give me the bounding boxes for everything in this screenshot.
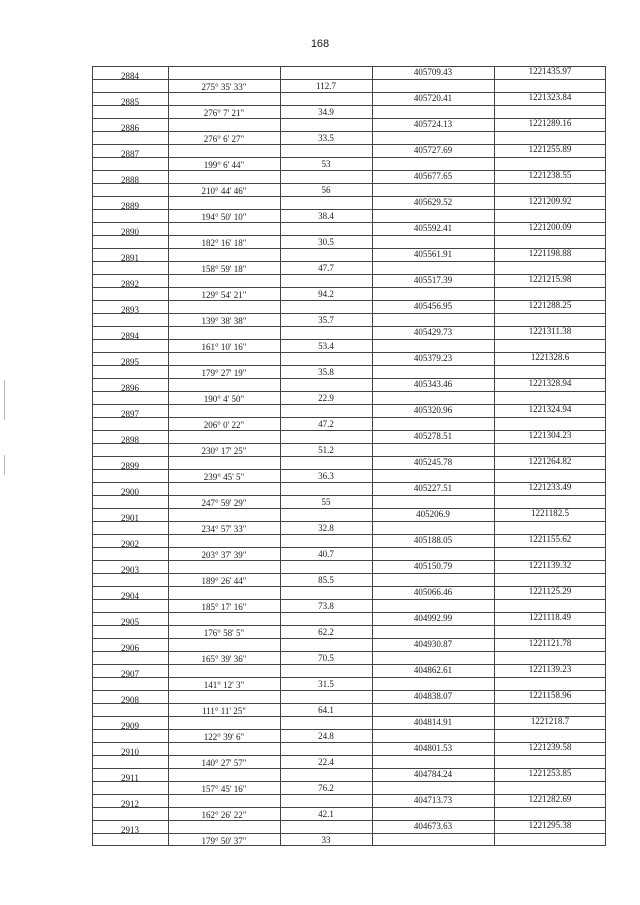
point-number-cell: 2902 <box>121 539 139 549</box>
x-coordinate-cell: 405188.05 <box>413 535 453 545</box>
bearing-angle-cell: 176° 58' 5" <box>203 628 245 638</box>
bearing-angle-cell: 111° 11' 25" <box>202 706 246 716</box>
distance-cell: 34.9 <box>318 107 334 117</box>
x-coordinate-cell: 404838.07 <box>413 691 453 701</box>
bearing-angle-cell: 182° 16' 18" <box>201 238 247 248</box>
y-coordinate-cell: 1221289.16 <box>528 118 572 128</box>
point-number-cell: 2894 <box>121 331 139 341</box>
y-coordinate-cell: 1221295.38 <box>528 820 572 830</box>
point-number-cell: 2899 <box>121 461 139 471</box>
bearing-angle-cell: 275° 35' 33" <box>201 82 247 92</box>
y-coordinate-cell: 1221282.69 <box>528 794 572 804</box>
point-number-cell: 2911 <box>121 773 139 783</box>
x-coordinate-cell: 405379.23 <box>413 353 453 363</box>
y-coordinate-cell: 1221304.23 <box>528 430 572 440</box>
x-coordinate-cell: 405592.41 <box>413 223 453 233</box>
point-number-cell: 2891 <box>121 253 139 263</box>
distance-cell: 31.5 <box>318 679 334 689</box>
x-coordinate-cell: 405724.13 <box>413 119 453 129</box>
bearing-angle-cell: 157° 45' 16" <box>201 784 247 794</box>
x-coordinate-cell: 405561.91 <box>413 249 453 259</box>
distance-cell: 94.2 <box>318 289 334 299</box>
distance-cell: 35.8 <box>318 367 334 377</box>
y-coordinate-cell: 1221288.25 <box>528 300 572 310</box>
distance-cell: 22.4 <box>318 757 334 767</box>
y-coordinate-cell: 1221239.58 <box>528 742 572 752</box>
y-coordinate-cell: 1221328.94 <box>528 378 572 388</box>
distance-cell: 33 <box>321 835 331 845</box>
y-coordinate-cell: 1221328.6 <box>530 352 570 362</box>
distance-cell: 47.7 <box>318 263 334 273</box>
x-coordinate-cell: 404784.24 <box>413 769 453 779</box>
point-number-cell: 2890 <box>121 227 139 237</box>
point-number-cell: 2912 <box>121 799 139 809</box>
y-coordinate-cell: 1221311.38 <box>528 326 572 336</box>
distance-cell: 30.5 <box>318 237 334 247</box>
distance-cell: 64.1 <box>318 705 334 715</box>
y-coordinate-cell: 1221255.89 <box>528 144 572 154</box>
bearing-angle-cell: 161° 10' 16" <box>201 342 247 352</box>
bearing-angle-cell: 165° 39' 36" <box>201 654 247 664</box>
x-coordinate-cell: 404713.73 <box>413 795 453 805</box>
scan-margin-mark <box>4 380 5 420</box>
x-coordinate-cell: 404814.91 <box>413 717 453 727</box>
distance-cell: 36.3 <box>318 471 334 481</box>
point-number-cell: 2887 <box>121 149 139 159</box>
bearing-angle-cell: 190° 4' 50" <box>203 394 245 404</box>
point-number-cell: 2906 <box>121 643 139 653</box>
point-number-cell: 2913 <box>121 825 139 835</box>
bearing-angle-cell: 276° 6' 27" <box>203 134 245 144</box>
bearing-angle-cell: 185° 17' 16" <box>201 602 247 612</box>
x-coordinate-cell: 405456.95 <box>413 301 453 311</box>
bearing-angle-cell: 158° 59' 18" <box>201 264 247 274</box>
y-coordinate-cell: 1221323.84 <box>528 92 572 102</box>
point-number-cell: 2885 <box>121 97 139 107</box>
bearing-angle-cell: 239° 45' 5" <box>203 472 245 482</box>
bearing-angle-cell: 234° 57' 33" <box>201 524 247 534</box>
x-coordinate-cell: 405709.43 <box>413 67 453 77</box>
distance-cell: 85.5 <box>318 575 334 585</box>
point-number-cell: 2903 <box>121 565 139 575</box>
y-coordinate-cell: 1221182.5 <box>531 508 569 518</box>
distance-cell: 33.5 <box>318 133 334 143</box>
x-coordinate-cell: 405720.41 <box>413 93 453 103</box>
bearing-angle-cell: 140° 27' 57" <box>201 758 247 768</box>
bearing-angle-cell: 199° 6' 44" <box>203 160 245 170</box>
distance-cell: 53 <box>321 159 331 169</box>
x-coordinate-cell: 405066.46 <box>413 587 453 597</box>
distance-cell: 62.2 <box>318 627 334 637</box>
x-coordinate-cell: 404673.63 <box>413 821 453 831</box>
bearing-angle-cell: 141° 12' 3" <box>203 680 245 690</box>
x-coordinate-cell: 405227.51 <box>413 483 453 493</box>
point-number-cell: 2907 <box>121 669 139 679</box>
bearing-angle-cell: 179° 50' 37" <box>201 836 247 846</box>
distance-cell: 56 <box>321 185 331 195</box>
point-number-cell: 2904 <box>121 591 139 601</box>
bearing-angle-cell: 162° 26' 22" <box>201 810 247 820</box>
distance-cell: 35.7 <box>318 315 334 325</box>
x-coordinate-cell: 405320.96 <box>413 405 453 415</box>
x-coordinate-cell: 405727.69 <box>413 145 453 155</box>
bearing-angle-cell: 139° 38' 38" <box>201 316 247 326</box>
bearing-angle-cell: 203° 37' 39" <box>201 550 247 560</box>
bearing-angle-cell: 276° 7' 21" <box>203 108 245 118</box>
distance-cell: 22.9 <box>318 393 334 403</box>
point-number-cell: 2910 <box>121 747 139 757</box>
x-coordinate-cell: 405150.79 <box>413 561 453 571</box>
distance-cell: 42.1 <box>318 809 334 819</box>
distance-cell: 38.4 <box>318 211 334 221</box>
y-coordinate-cell: 1221264.82 <box>528 456 572 466</box>
distance-cell: 55 <box>321 497 331 507</box>
bearing-angle-cell: 247° 59' 29" <box>201 498 247 508</box>
scan-margin-mark <box>4 455 5 475</box>
point-number-cell: 2901 <box>121 513 139 523</box>
x-coordinate-cell: 405677.65 <box>413 171 453 181</box>
point-number-cell: 2889 <box>121 201 139 211</box>
distance-cell: 51.2 <box>318 445 334 455</box>
distance-cell: 40.7 <box>318 549 334 559</box>
coordinates-table <box>92 66 606 846</box>
y-coordinate-cell: 1221125.29 <box>528 586 572 596</box>
point-number-cell: 2898 <box>121 435 139 445</box>
distance-cell: 70.5 <box>318 653 334 663</box>
y-coordinate-cell: 1221435.97 <box>528 66 572 76</box>
point-number-cell: 2905 <box>121 617 139 627</box>
distance-cell: 24.8 <box>318 731 334 741</box>
distance-cell: 76.2 <box>318 783 334 793</box>
bearing-angle-cell: 230° 17' 25" <box>201 446 247 456</box>
point-number-cell: 2895 <box>121 357 139 367</box>
y-coordinate-cell: 1221253.85 <box>528 768 572 778</box>
y-coordinate-cell: 1221139.23 <box>528 664 572 674</box>
y-coordinate-cell: 1221209.92 <box>528 196 572 206</box>
x-coordinate-cell: 404930.87 <box>413 639 453 649</box>
y-coordinate-cell: 1221155.62 <box>528 534 572 544</box>
y-coordinate-cell: 1221238.55 <box>528 170 572 180</box>
y-coordinate-cell: 1221233.49 <box>528 482 572 492</box>
x-coordinate-cell: 405245.78 <box>413 457 453 467</box>
x-coordinate-cell: 405517.39 <box>413 275 453 285</box>
distance-cell: 53.4 <box>318 341 334 351</box>
bearing-angle-cell: 179° 27' 19" <box>201 368 247 378</box>
page-number: 168 <box>310 38 330 50</box>
x-coordinate-cell: 405629.52 <box>413 197 453 207</box>
distance-cell: 73.8 <box>318 601 334 611</box>
point-number-cell: 2909 <box>121 721 139 731</box>
x-coordinate-cell: 405429.73 <box>413 327 453 337</box>
point-number-cell: 2892 <box>121 279 139 289</box>
bearing-angle-cell: 122° 39' 6" <box>203 732 245 742</box>
y-coordinate-cell: 1221200.09 <box>528 222 572 232</box>
y-coordinate-cell: 1221158.96 <box>528 690 572 700</box>
point-number-cell: 2893 <box>121 305 139 315</box>
x-coordinate-cell: 404801.53 <box>413 743 453 753</box>
point-number-cell: 2908 <box>121 695 139 705</box>
bearing-angle-cell: 206° 0' 22" <box>203 420 245 430</box>
point-number-cell: 2897 <box>121 409 139 419</box>
distance-cell: 32.8 <box>318 523 334 533</box>
y-coordinate-cell: 1221118.49 <box>528 612 572 622</box>
point-number-cell: 2886 <box>121 123 139 133</box>
x-coordinate-cell: 404992.99 <box>413 613 453 623</box>
x-coordinate-cell: 405343.46 <box>413 379 453 389</box>
y-coordinate-cell: 1221121.78 <box>528 638 572 648</box>
x-coordinate-cell: 404862.61 <box>413 665 453 675</box>
bearing-angle-cell: 129° 54' 21" <box>201 290 247 300</box>
point-number-cell: 2888 <box>121 175 139 185</box>
y-coordinate-cell: 1221324.94 <box>528 404 572 414</box>
bearing-angle-cell: 189° 26' 44" <box>201 576 247 586</box>
y-coordinate-cell: 1221198.88 <box>528 248 572 258</box>
distance-cell: 112.7 <box>316 81 336 91</box>
bearing-angle-cell: 194° 50' 10" <box>201 212 247 222</box>
bearing-angle-cell: 210° 44' 46" <box>201 186 247 196</box>
point-number-cell: 2896 <box>121 383 139 393</box>
point-number-cell: 2900 <box>121 487 139 497</box>
point-number-cell: 2884 <box>121 71 139 81</box>
x-coordinate-cell: 405206.9 <box>416 509 450 519</box>
y-coordinate-cell: 1221218.7 <box>530 716 570 726</box>
y-coordinate-cell: 1221139.32 <box>528 560 572 570</box>
x-coordinate-cell: 405278.51 <box>413 431 453 441</box>
y-coordinate-cell: 1221215.98 <box>528 274 572 284</box>
distance-cell: 47.2 <box>318 419 334 429</box>
